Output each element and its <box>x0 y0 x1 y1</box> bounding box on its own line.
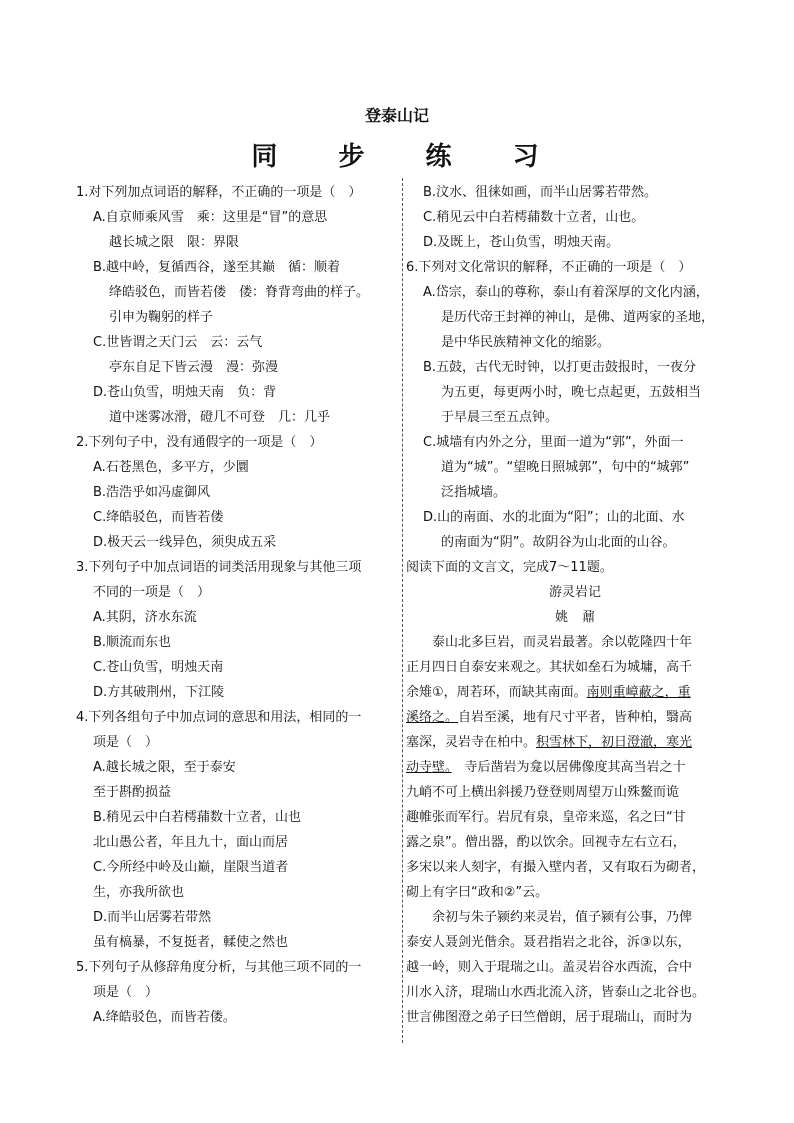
text-line <box>76 605 398 630</box>
text-line <box>406 555 744 580</box>
text-line <box>76 780 398 805</box>
line-text: C.苍山负雪，明烛天南 <box>93 660 224 675</box>
line-text: B.稍见云中白若樗蒱数十立者，山也 <box>93 810 302 825</box>
text-line <box>406 705 744 730</box>
text-line <box>76 255 398 280</box>
line-text: 越一岭，则入于琨瑞之山。盖灵岩谷水西流，合中 <box>406 960 693 975</box>
line-text: 生，亦我所欲也 <box>93 885 185 900</box>
line-text: 项是（ ） <box>93 735 159 750</box>
line-text: 绛皓驳色，而皆若偻 偻：脊背弯曲的样子。 <box>109 285 370 300</box>
line-text: 露之泉”。僧出器，酌以饮余。回视寺左右立石， <box>406 835 686 850</box>
line-text: B.五鼓，古代无时钟，以打更击鼓报时，一夜分 <box>423 360 697 375</box>
text-line <box>406 755 744 780</box>
line-text: 正月四日自泰安来观之。其状如垒石为城墉，高千 <box>406 660 693 675</box>
line-text: A.石苍黑色，多平方，少圜 <box>93 460 249 475</box>
line-text: 世言佛图澄之弟子曰竺僧朗，居于琨瑞山，而时为 <box>406 1010 693 1025</box>
text-line <box>76 630 398 655</box>
text-line <box>76 555 398 580</box>
line-text: 多宋以来人刻字，有撮入壁内者，又有取石为砌者， <box>406 860 706 875</box>
line-text: D.苍山负雪，明烛天南 负：背 <box>93 385 277 400</box>
text-line <box>406 280 744 305</box>
text-line <box>406 205 744 230</box>
line-text: C.今所经中岭及山巅，崖限当道者 <box>93 860 289 875</box>
text-line <box>406 1005 744 1030</box>
line-text: 姚鼐 <box>554 610 609 625</box>
right-column <box>406 180 744 1030</box>
text-line <box>406 880 744 905</box>
document-title: 登泰山记 <box>364 106 429 125</box>
text-line <box>406 980 744 1005</box>
line-text: 5.下列句子从修辞角度分析，与其他三项不同的一 <box>76 960 362 975</box>
line-text: 川水入济，琨瑞山水西北流入济，皆泰山之北谷也。 <box>406 985 706 1000</box>
text-line <box>76 855 398 880</box>
line-text: 为五更，每更两小时，晚七点起更，五鼓相当 <box>441 385 702 400</box>
line-text: 4.下列各组句子中加点词的意思和用法，相同的一 <box>76 710 362 725</box>
line-text-tail: 自岩至溪，地有尺寸平者，皆种柏，翳高 <box>458 710 693 725</box>
text-line <box>406 780 744 805</box>
line-text: 阅读下面的文言文，完成7～11题。 <box>406 560 613 575</box>
text-line <box>406 480 744 505</box>
line-text: 余初与朱子颍约来灵岩，值子颍有公事，乃俾 <box>406 910 693 925</box>
line-text: A.岱宗，泰山的尊称，泰山有着深厚的文化内涵， <box>423 285 709 300</box>
text-line <box>76 980 398 1005</box>
line-text: A.自京师乘风雪 乘：这里是“冒”的意思 <box>93 210 328 225</box>
line-text: 亭东自足下皆云漫 漫：弥漫 <box>109 360 279 375</box>
text-line <box>76 430 398 455</box>
underlined-text: 南则重嶂蔽之，重 <box>586 685 691 700</box>
underlined-text: 动寺壁。 <box>406 760 452 775</box>
line-text: 趣帷张而军行。岩凥有泉，皇帝来巡，名之曰“甘 <box>406 810 686 825</box>
text-line <box>76 380 398 405</box>
text-line <box>406 255 744 280</box>
text-line <box>76 280 398 305</box>
line-text: C.绛皓驳色，而皆若偻 <box>93 510 224 525</box>
text-line <box>76 1005 398 1030</box>
line-text: C.世皆谓之天门云 云：云气 <box>93 335 263 350</box>
text-line <box>406 355 744 380</box>
line-text: 泛指城墙。 <box>441 485 507 500</box>
text-line <box>76 480 398 505</box>
text-line <box>406 830 744 855</box>
line-text: 于早晨三至五点钟。 <box>441 410 559 425</box>
text-line <box>406 405 744 430</box>
text-line <box>76 405 398 430</box>
underlined-text: 溪络之。 <box>406 710 459 725</box>
underlined-text: 积雪林下，初日澄澈，寒光 <box>536 735 693 750</box>
line-text: 游灵岩记 <box>548 585 601 600</box>
text-line <box>406 655 744 680</box>
line-text: 的南面为“阴”。故阴谷为山北面的山谷。 <box>441 535 676 550</box>
text-line <box>76 180 398 205</box>
line-text: 至于斟酌损益 <box>93 785 172 800</box>
line-text: A.越长城之限，至于泰安 <box>93 760 236 775</box>
line-text: 是中华民族精神文化的缩影。 <box>441 335 611 350</box>
line-text: 2.下列句子中，没有通假字的一项是（ ） <box>76 435 323 450</box>
text-line <box>76 830 398 855</box>
text-line <box>406 455 744 480</box>
text-line <box>76 755 398 780</box>
text-line <box>76 580 398 605</box>
line-text: C.城墙有内外之分，里面一道为“郭”，外面一 <box>423 435 684 450</box>
line-text: B.顺流而东也 <box>93 635 172 650</box>
line-text: B.浩浩乎如冯虚御风 <box>93 485 211 500</box>
line-text: 引申为鞠躬的样子 <box>109 310 214 325</box>
text-line <box>76 880 398 905</box>
line-text: 不同的一项是（ ） <box>93 585 211 600</box>
column-divider <box>402 178 403 1043</box>
line-text: 道中迷雾冰滑，磴几不可登 几：几乎 <box>109 410 331 425</box>
text-line <box>76 530 398 555</box>
text-line <box>76 305 398 330</box>
text-line <box>76 330 398 355</box>
text-line <box>406 730 744 755</box>
line-text: 1.对下列加点词语的解释，不正确的一项是（ ） <box>76 185 362 200</box>
text-line <box>406 855 744 880</box>
line-text: 是历代帝王封禅的神山，是佛、道两家的圣地， <box>441 310 715 325</box>
line-text: 3.下列句子中加点词语的词类活用现象与其他三项 <box>76 560 362 575</box>
text-line <box>76 705 398 730</box>
text-line <box>406 230 744 255</box>
text-line <box>406 805 744 830</box>
text-line <box>76 805 398 830</box>
line-text-tail: 寺后凿岩为龛以居佛像度其高当岩之十 <box>451 760 686 775</box>
line-text: 砌上有字曰“政和②”云。 <box>406 885 549 900</box>
line-text: 北山愚公者，年且九十，面山而居 <box>93 835 289 850</box>
line-text: D.而半山居雾若带然 <box>93 910 212 925</box>
line-text: 泰安人聂剑光偕余。聂君指岩之北谷，泝③以东， <box>406 935 691 950</box>
text-line <box>406 430 744 455</box>
text-line <box>406 505 744 530</box>
text-line <box>406 530 744 555</box>
text-line <box>76 680 398 705</box>
line-text: 项是（ ） <box>93 985 159 1000</box>
text-line <box>406 630 744 655</box>
line-text: B.汶水、徂徕如画，而半山居雾若带然。 <box>423 185 658 200</box>
text-line <box>406 930 744 955</box>
line-text: 越长城之限 限：界限 <box>109 235 240 250</box>
text-line <box>76 205 398 230</box>
text-line <box>76 730 398 755</box>
text-line <box>76 955 398 980</box>
text-line <box>76 905 398 930</box>
text-line <box>76 930 398 955</box>
line-text: 虽有槁暴，不复挺者，輮使之然也 <box>93 935 289 950</box>
line-text: C.稍见云中白若樗蒱数十立者，山也。 <box>423 210 645 225</box>
line-text: D.山的南面、水的北面为“阳”；山的北面、水 <box>423 510 685 525</box>
text-line <box>406 605 744 630</box>
text-line <box>406 180 744 205</box>
text-line <box>406 330 744 355</box>
text-line <box>76 455 398 480</box>
text-line <box>406 905 744 930</box>
line-text: A.绛皓驳色，而皆若偻。 <box>93 1010 236 1025</box>
line-text: 余雉①，周若环，而缺其南面。 <box>406 685 587 700</box>
text-line <box>76 355 398 380</box>
line-text: 九峭不可上横出斜援乃登登则周望万山殊鳌而诡 <box>406 785 680 800</box>
line-text: D.极天云一线异色，须臾成五采 <box>93 535 277 550</box>
line-text: D.及既上，苍山负雪，明烛天南。 <box>423 235 620 250</box>
line-text: D.方其破荆州，下江陵 <box>93 685 225 700</box>
text-line <box>406 580 744 605</box>
text-line <box>76 655 398 680</box>
exercise-heading: 同 步 练 习 <box>251 142 565 172</box>
line-text: 塞深，灵岩寺在柏中。 <box>406 735 537 750</box>
text-line <box>76 505 398 530</box>
text-line <box>406 305 744 330</box>
text-line <box>406 955 744 980</box>
line-text: 道为“城”。“望晚日照城郭”，句中的“城郭” <box>441 460 690 475</box>
text-line <box>406 680 744 705</box>
line-text: A.其阴，济水东流 <box>93 610 197 625</box>
left-column <box>76 180 398 1030</box>
text-line <box>406 380 744 405</box>
line-text: 6.下列对文化常识的解释，不正确的一项是（ ） <box>406 260 692 275</box>
text-line <box>76 230 398 255</box>
line-text: 泰山北多巨岩，而灵岩最著。余以乾隆四十年 <box>406 635 693 650</box>
line-text: B.越中岭，复循西谷，遂至其巅 循：顺着 <box>93 260 341 275</box>
